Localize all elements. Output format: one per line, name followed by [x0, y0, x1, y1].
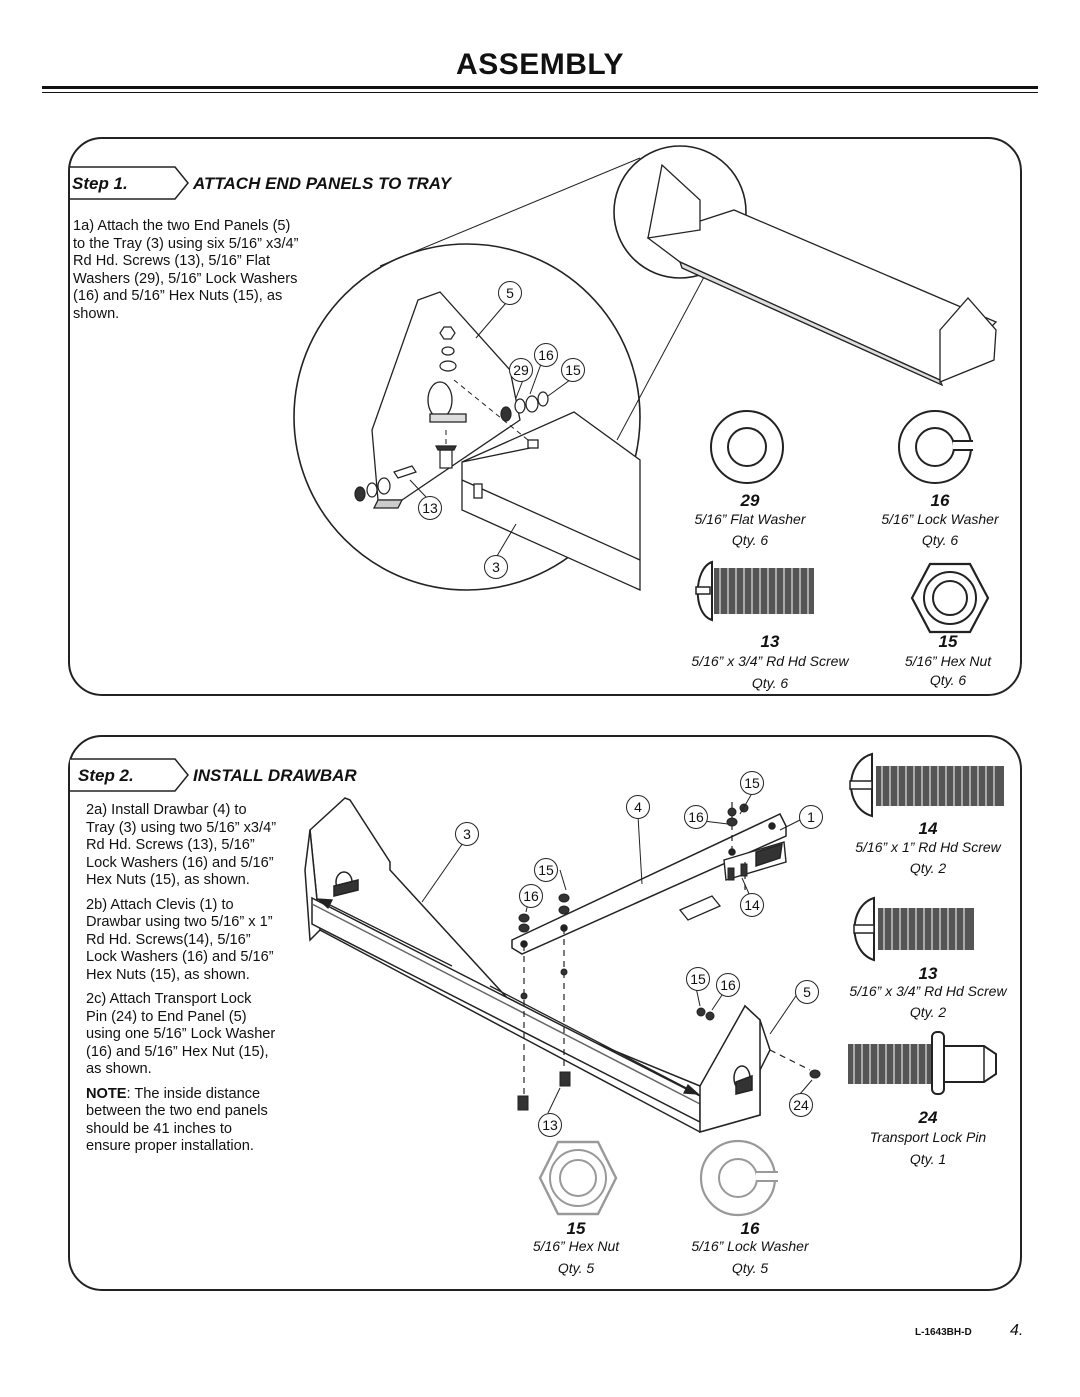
callout-3: 3: [484, 555, 508, 579]
callout-16: 16: [519, 884, 543, 908]
part-qty: Qty. 6: [731, 532, 769, 548]
callout-5: 5: [795, 980, 819, 1004]
step1-heading: ATTACH END PANELS TO TRAY: [193, 174, 452, 193]
note-line: ensure proper installation.: [86, 1138, 254, 1154]
page-title: ASSEMBLY: [456, 48, 624, 81]
part-qty: Qty. 2: [909, 860, 947, 876]
step2c-line: as shown.: [86, 1061, 152, 1077]
part-name: Transport Lock Pin: [869, 1129, 987, 1145]
part-qty: Qty. 6: [751, 675, 789, 691]
step2a-line: 2a) Install Drawbar (4) to: [86, 802, 247, 818]
part-number: 15: [566, 1219, 586, 1238]
part-name: 5/16” Lock Washer: [881, 511, 999, 527]
callout-5: 5: [498, 281, 522, 305]
step2a-line: Hex Nuts (15), as shown.: [86, 872, 250, 888]
part-name: 5/16” Flat Washer: [694, 511, 806, 527]
step1-line: (16) and 5/16” Hex Nuts (15), as: [73, 288, 283, 304]
part-name: 5/16” x 1” Rd Hd Screw: [855, 839, 1001, 855]
step1-line: shown.: [73, 305, 120, 322]
page-number: 4.: [1010, 1322, 1024, 1339]
part-number: 24: [918, 1108, 938, 1127]
callout-15: 15: [561, 358, 585, 382]
step2b-line: Hex Nuts (15), as shown.: [86, 966, 250, 983]
tray-assembly: [305, 798, 770, 1132]
callout-13: 13: [538, 1113, 562, 1137]
step2a-line: Lock Washers (16) and 5/16”: [86, 854, 274, 871]
step1-line: Washers (29), 5/16” Lock Washers: [73, 270, 298, 287]
callout-24: 24: [789, 1093, 813, 1117]
step2a-line: Tray (3) using two 5/16” x3/4”: [86, 819, 277, 836]
step2c-line: using one 5/16” Lock Washer: [86, 1026, 276, 1042]
callout-14: 14: [740, 893, 764, 917]
step2b-line: 2b) Attach Clevis (1) to: [86, 896, 234, 913]
step2a-line: Rd Hd. Screws (13), 5/16”: [86, 837, 255, 853]
part-name: 5/16” Lock Washer: [691, 1238, 809, 1254]
step2b-line: Drawbar using two 5/16” x 1”: [86, 914, 273, 930]
part-qty: Qty. 5: [731, 1260, 769, 1276]
callout-16: 16: [716, 973, 740, 997]
part-qty: Qty. 5: [557, 1260, 595, 1276]
part-qty: Qty. 2: [909, 1004, 947, 1020]
step2b-line: Lock Washers (16) and 5/16”: [86, 949, 274, 965]
part-number: 29: [740, 491, 760, 510]
long-screw-icon: [842, 752, 1012, 818]
part-number: 13: [918, 964, 938, 983]
document-code: L-1643BH-D: [915, 1327, 972, 1338]
part-number: 16: [930, 491, 950, 510]
step1-label: Step 1.: [72, 174, 128, 193]
part-number: 13: [760, 632, 780, 651]
round-head-screw-icon: [846, 896, 986, 962]
note-line: should be 41 inches to: [86, 1120, 233, 1137]
part-qty: Qty. 1: [909, 1151, 947, 1167]
part-name: 5/16” Hex Nut: [904, 653, 992, 669]
part-number: 14: [918, 819, 938, 838]
part-qty: Qty. 6: [921, 532, 959, 548]
callout-1: 1: [799, 805, 823, 829]
callout-3: 3: [455, 822, 479, 846]
note-label: NOTE: [86, 1085, 127, 1102]
part-name: 5/16” x 3/4” Rd Hd Screw: [849, 983, 1007, 999]
transport-lock-pin-icon: [846, 1030, 1006, 1096]
callout-16: 16: [684, 805, 708, 829]
step2b-line: Rd Hd. Screws(14), 5/16”: [86, 931, 251, 948]
step1-line: 1a) Attach the two End Panels (5): [73, 218, 291, 234]
lock-washer-icon: [698, 1136, 782, 1220]
note-line: : The inside distance: [126, 1085, 261, 1102]
part-name: 5/16” x 3/4” Rd Hd Screw: [691, 653, 849, 669]
callout-15: 15: [534, 858, 558, 882]
hex-nut-icon: [536, 1138, 620, 1218]
part-name: 5/16” Hex Nut: [532, 1238, 620, 1254]
callout-13: 13: [418, 496, 442, 520]
step2c-line: 2c) Attach Transport Lock: [86, 991, 252, 1007]
callout-15: 15: [686, 967, 710, 991]
step1-line: Rd Hd. Screws (13), 5/16” Flat: [73, 253, 271, 269]
callout-29: 29: [509, 358, 533, 382]
note-line: between the two end panels: [86, 1103, 268, 1119]
step2c-line: Pin (24) to End Panel (5): [86, 1008, 247, 1025]
part-number: 15: [938, 632, 958, 651]
step2c-line: (16) and 5/16” Hex Nut (15),: [86, 1043, 269, 1060]
part-number: 16: [740, 1219, 760, 1238]
step2-heading: INSTALL DRAWBAR: [193, 766, 357, 785]
callout-16: 16: [534, 343, 558, 367]
callout-4: 4: [626, 795, 650, 819]
part-qty: Qty. 6: [929, 672, 967, 688]
callout-15: 15: [740, 771, 764, 795]
step1-line: to the Tray (3) using six 5/16” x3/4”: [73, 235, 299, 252]
step2-label: Step 2.: [78, 766, 134, 785]
